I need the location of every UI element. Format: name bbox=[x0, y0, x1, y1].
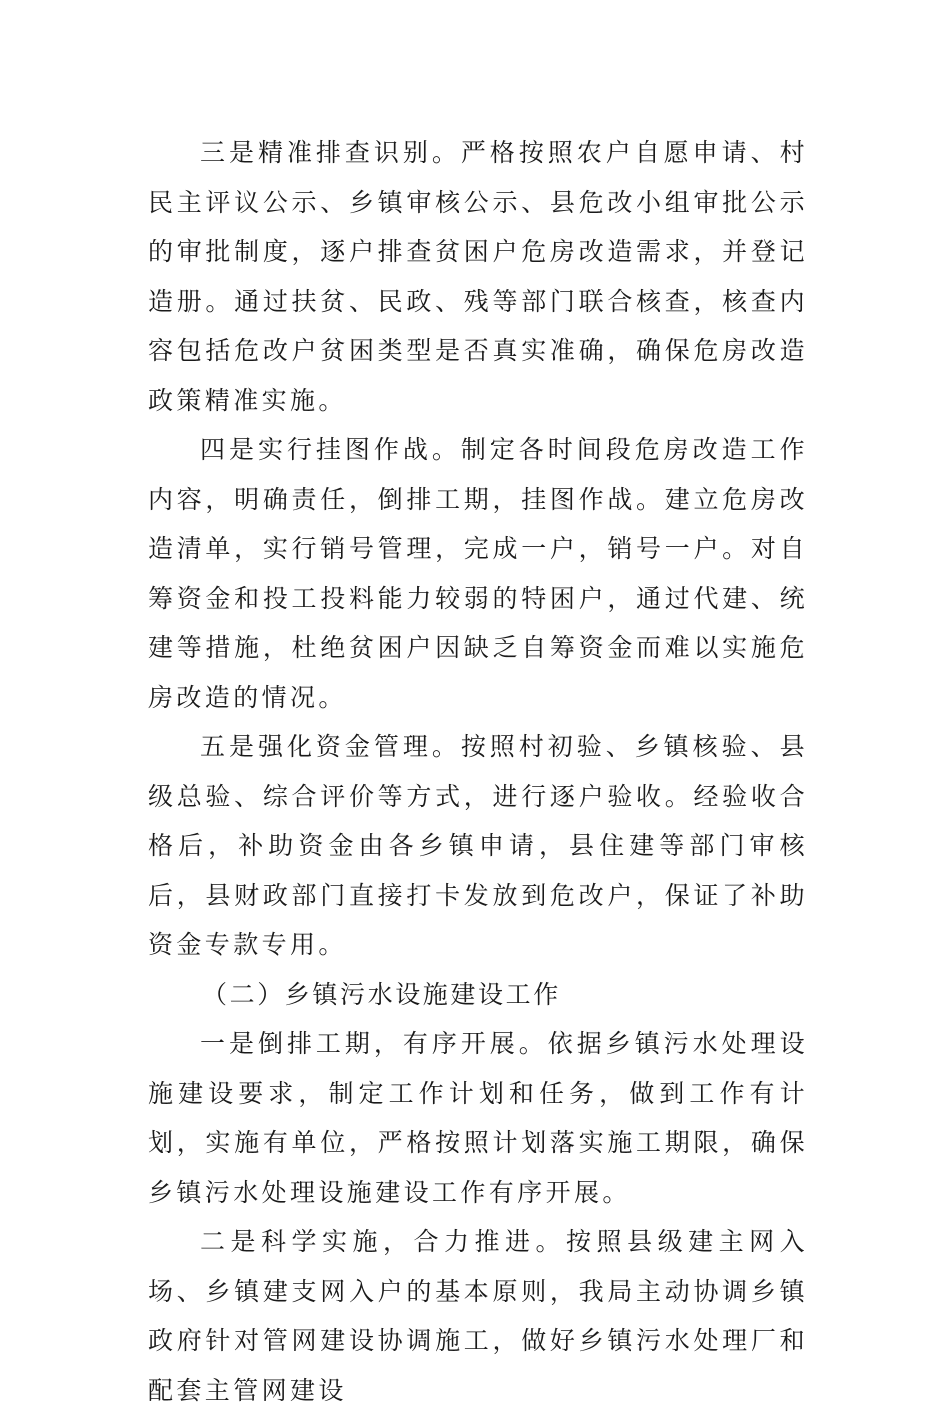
paragraph-schedule: 一是倒排工期，有序开展。依据乡镇污水处理设施建设要求，制定工作计划和任务，做到工作有计划，实施有单位，严格按照计划落实施工期限，确保乡镇污水处理设施建设工作有序开展。 bbox=[148, 1029, 808, 1207]
document-body bbox=[148, 128, 808, 1415]
paragraph-implementation: 二是科学实施，合力推进。按照县级建主网入场、乡镇建支网入户的基本原则，我局主动协调乡镇政府针对管网建设协调施工，做好乡镇污水处理厂和配套主管网建设 bbox=[148, 1227, 808, 1405]
paragraph-accurate-screening: 三是精准排查识别。严格按照农户自愿申请、村民主评议公示、乡镇审核公示、县危改小组审批公示的审批制度，逐户排查贫困户危房改造需求，并登记造册。通过扶贫、民政、残等部门联合核查，核查内容包括危改户贫困类型是否真实准确，确保危房改造政策精准实施。 bbox=[148, 138, 808, 415]
paragraph-fund-management: 五是强化资金管理。按照村初验、乡镇核验、县级总验、综合评价等方式，进行逐户验收。经验收合格后，补助资金由各乡镇申请，县住建等部门审核后，县财政部门直接打卡发放到危改户，保证了补助资金专款专用。 bbox=[148, 732, 808, 959]
paragraph-map-operation: 四是实行挂图作战。制定各时间段危房改造工作内容，明确责任，倒排工期，挂图作战。建立危房改造清单，实行销号管理，完成一户，销号一户。对自筹资金和投工投料能力较弱的特困户，通过代建、统建等措施，杜绝贫困户因缺乏自筹资金而难以实施危房改造的情况。 bbox=[148, 435, 808, 712]
section-heading-sewage: （二）乡镇污水设施建设工作 bbox=[202, 979, 561, 1009]
